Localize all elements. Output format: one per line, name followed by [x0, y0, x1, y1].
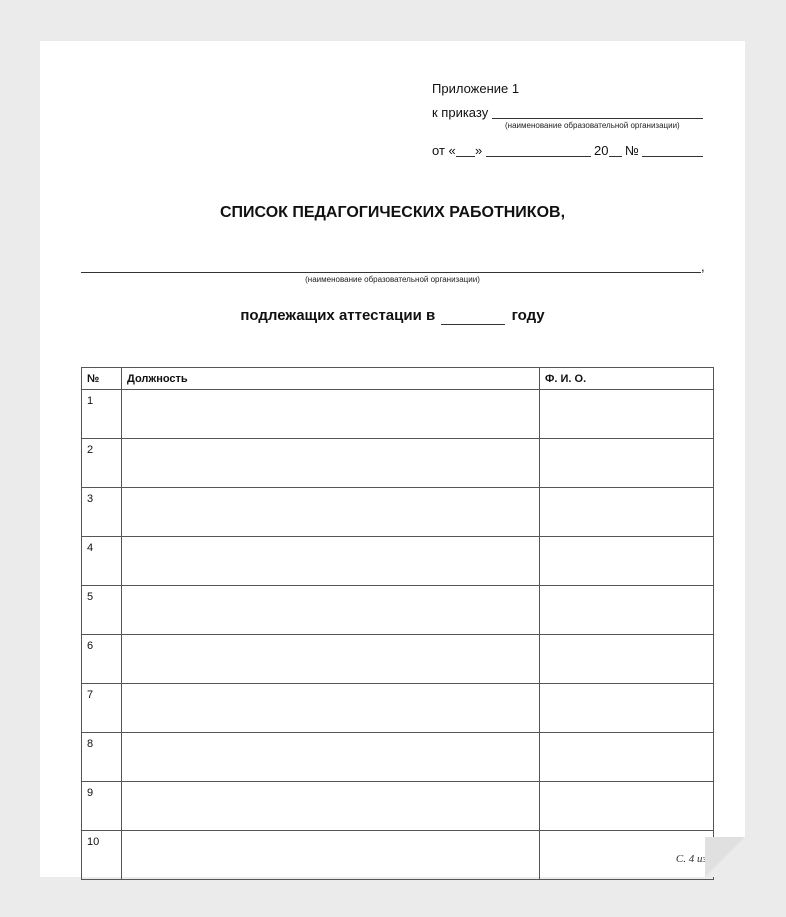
position-cell[interactable] [122, 733, 540, 782]
order-number-line [642, 142, 703, 157]
date-year-line [609, 142, 622, 157]
position-cell[interactable] [122, 488, 540, 537]
table-row [82, 390, 714, 439]
date-prefix: от « [432, 143, 456, 158]
position-cell[interactable] [122, 635, 540, 684]
row-number: 6 [82, 635, 122, 684]
position-cell[interactable] [122, 586, 540, 635]
row-number: 9 [82, 782, 122, 831]
subtitle [40, 307, 745, 325]
row-number: 4 [82, 537, 122, 586]
table-header-row [82, 368, 714, 390]
table-row [82, 586, 714, 635]
fio-cell[interactable] [540, 733, 714, 782]
header-number: № [82, 368, 122, 390]
appendix-label: Приложение 1 [432, 81, 520, 96]
table-row [82, 439, 714, 488]
header-fio: Ф. И. О. [540, 368, 714, 390]
staff-table [81, 367, 714, 880]
order-caption: (наименование образовательной организации) [505, 121, 680, 130]
number-sign: № [625, 143, 639, 158]
fio-cell[interactable] [540, 488, 714, 537]
date-month-line [486, 142, 591, 157]
position-cell[interactable] [122, 390, 540, 439]
fio-cell[interactable] [540, 537, 714, 586]
row-number: 7 [82, 684, 122, 733]
year-prefix: 20 [594, 143, 609, 158]
org-comma: , [701, 259, 705, 274]
page-curl-corner [705, 837, 745, 877]
year-line [441, 307, 505, 325]
position-cell[interactable] [122, 537, 540, 586]
fio-cell[interactable] [540, 586, 714, 635]
table-row [82, 733, 714, 782]
fio-cell[interactable] [540, 684, 714, 733]
date-day-line [456, 142, 475, 157]
table-row [82, 635, 714, 684]
document-title: СПИСОК ПЕДАГОГИЧЕСКИХ РАБОТНИКОВ, [219, 204, 566, 221]
date-mid: » [475, 143, 483, 158]
order-name-line [492, 104, 703, 119]
org-caption: (наименование образовательной организации) [305, 275, 480, 284]
position-cell[interactable] [122, 684, 540, 733]
table-row [82, 537, 714, 586]
table-row [82, 684, 714, 733]
order-prefix: к приказу [432, 105, 489, 120]
row-number: 8 [82, 733, 122, 782]
position-cell[interactable] [122, 831, 540, 880]
row-number: 1 [82, 390, 122, 439]
row-number: 10 [82, 831, 122, 880]
fio-cell[interactable] [540, 635, 714, 684]
org-name-line [81, 258, 701, 273]
table-row [82, 782, 714, 831]
page-number: С. 4 из 5 [675, 853, 715, 865]
position-cell[interactable] [122, 439, 540, 488]
fio-cell[interactable] [540, 390, 714, 439]
table-row [82, 488, 714, 537]
document-page [40, 41, 745, 877]
row-number: 2 [82, 439, 122, 488]
row-number: 5 [82, 586, 122, 635]
header-position: Должность [122, 368, 540, 390]
subtitle-right: году [511, 307, 545, 324]
table-row [82, 831, 714, 880]
row-number: 3 [82, 488, 122, 537]
subtitle-left: подлежащих аттестации в [240, 307, 436, 324]
position-cell[interactable] [122, 782, 540, 831]
fio-cell[interactable] [540, 439, 714, 488]
fio-cell[interactable] [540, 782, 714, 831]
